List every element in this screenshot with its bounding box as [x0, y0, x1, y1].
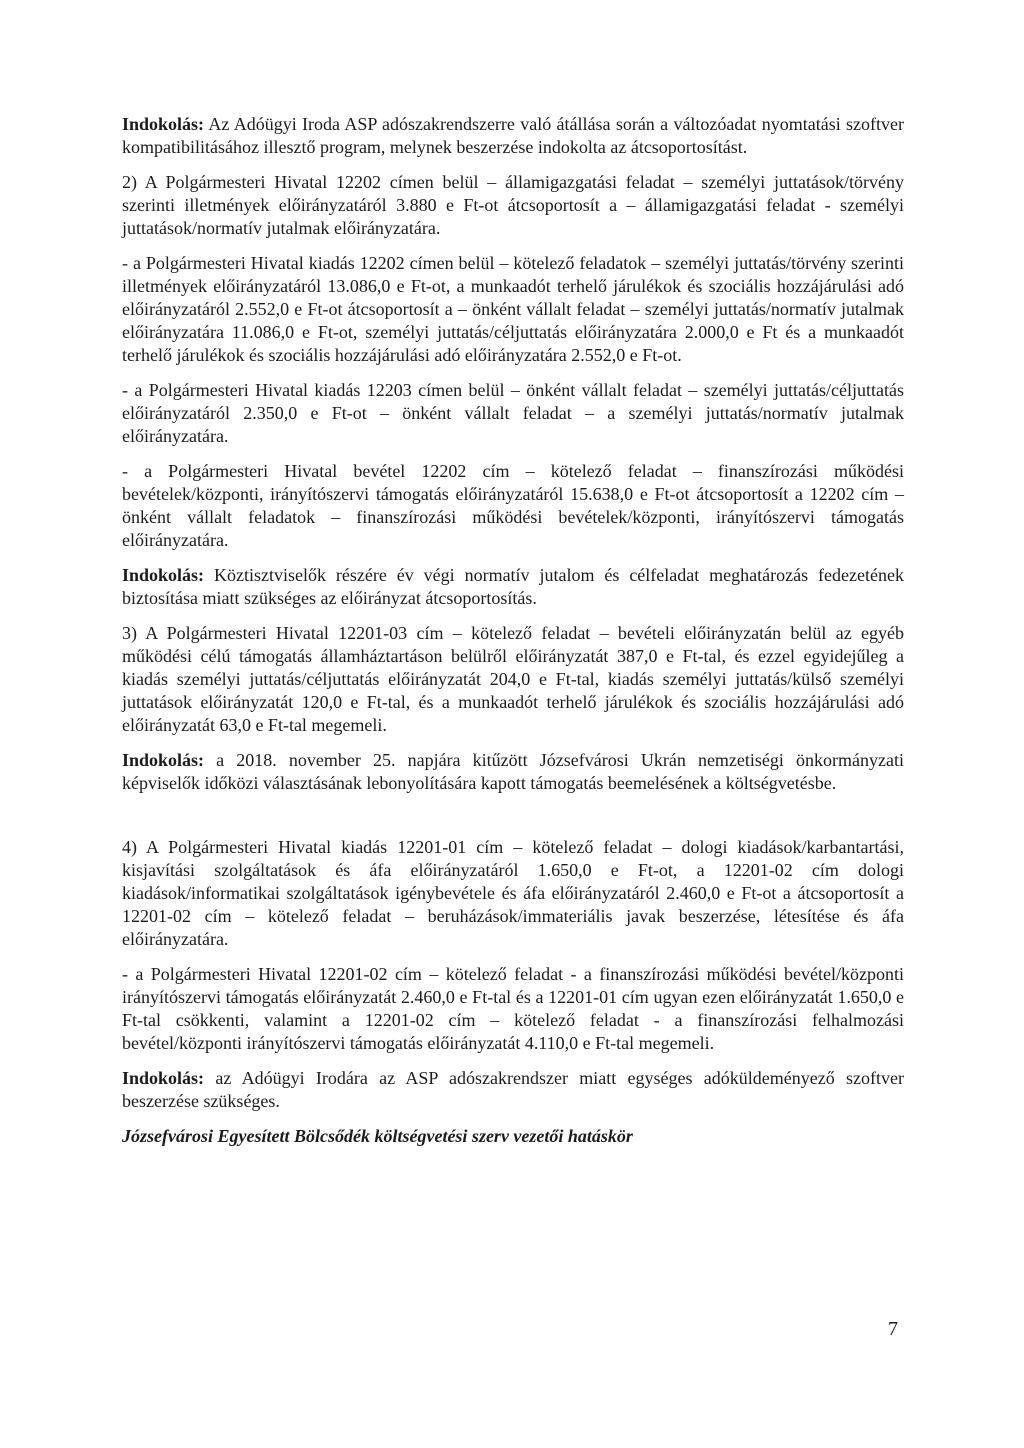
- justification-label: Indokolás:: [122, 750, 205, 770]
- justification-text: az Adóügyi Irodára az ASP adószakrendszer miatt egységes adóküldeményező szoftver beszerzése szükséges.: [122, 1068, 904, 1111]
- paragraph-justification-3: [122, 749, 904, 795]
- justification-label: Indokolás:: [122, 114, 205, 134]
- paragraph-justification-2: [122, 564, 904, 610]
- page-number: 7: [888, 1318, 898, 1340]
- paragraph-justification-1: [122, 113, 904, 159]
- document-page: [122, 113, 904, 1160]
- justification-label: Indokolás:: [122, 1068, 205, 1088]
- paragraph-section-2: 2) A Polgármesteri Hivatal 12202 címen belül – államigazgatási feladat – személyi juttatások/törvény szerinti illetmények előirányzatáról 3.880 e Ft-ot átcsoportosít a – államigazgatási feladat - személyi juttatások/normatív jutalmak előirányzatára.: [122, 172, 904, 238]
- paragraph-justification-4: [122, 1067, 904, 1113]
- paragraph-section-3: 3) A Polgármesteri Hivatal 12201-03 cím – kötelező feladat – bevételi előirányzatán belül az egyéb működési célú támogatás államháztartáson belülről előirányzatát 387,0 e Ft-tal, és ezzel egyidejűleg a kiadás személyi juttatás/céljuttatás előirányzatát 204,0 e Ft-tal, kiadás személyi juttatás/külső személyi juttatások előirányzatát 120,0 e Ft-tal, és a munkaadót terhelő járulékok és szociális hozzájárulási adó előirányzatát 63,0 e Ft-tal megemeli.: [122, 623, 904, 735]
- paragraph-section-4: 4) A Polgármesteri Hivatal kiadás 12201-01 cím – kötelező feladat – dologi kiadások/karbantartási, kisjavítási szolgáltatások és áfa előirányzatáról 1.650,0 e Ft-ot, a 12201-02 cím dologi kiadások/informatikai szolgáltatások igénybevétele és áfa előirányzatáról 2.460,0 e Ft-ot a átcsoportosít a 12201-02 cím – kötelező feladat – beruházások/immateriális javak beszerzése, létesítése és áfa előirányzatára.: [122, 837, 904, 949]
- paragraph-item: - a Polgármesteri Hivatal 12201-02 cím – kötelező feladat - a finanszírozási működési bevétel/központi irányítószervi támogatás előirányzatát 2.460,0 e Ft-tal és a 12201-01 cím ugyan ezen előirányzatát 1.650,0 e Ft-tal csökkenti, valamint a 12201-02 cím – kötelező feladat - a finanszírozási felhalmozási bevétel/központi irányítószervi támogatás előirányzatát 4.110,0 e Ft-tal megemeli.: [122, 964, 904, 1053]
- section-heading: Józsefvárosi Egyesített Bölcsődék költségvetési szerv vezetői hatáskör: [122, 1126, 633, 1146]
- paragraph-item: - a Polgármesteri Hivatal kiadás 12203 címen belül – önként vállalt feladat – személyi juttatás/céljuttatás előirányzatáról 2.350,0 e Ft-ot – önként vállalt feladat – a személyi juttatás/normatív jutalmak előirányzatára.: [122, 380, 904, 446]
- spacer: [122, 807, 904, 836]
- justification-text: a 2018. november 25. napjára kitűzött Józsefvárosi Ukrán nemzetiségi önkormányzati képviselők időközi választásának lebonyolítására kapott támogatás beemelésének a költségvetésbe.: [122, 750, 904, 793]
- paragraph-item: - a Polgármesteri Hivatal kiadás 12202 címen belül – kötelező feladatok – személyi juttatás/törvény szerinti illetmények előirányzatáról 13.086,0 e Ft-ot, a munkaadót terhelő járulékok és szociális hozzájárulási adó előirányzatáról 2.552,0 e Ft-ot átcsoportosít a – önként vállalt feladat – személyi juttatás/normatív jutalmak előirányzatára 11.086,0 e Ft-ot, személyi juttatás/céljuttatás előirányzatára 2.000,0 e Ft és a munkaadót terhelő járulékok és szociális hozzájárulási adó előirányzatára 2.552,0 e Ft-ot.: [122, 253, 904, 365]
- justification-text: Az Adóügyi Iroda ASP adószakrendszerre való átállása során a változóadat nyomtatási szoftver kompatibilitásához illesztő program, melynek beszerzése indokolta az átcsoportosítást.: [122, 114, 904, 157]
- justification-text: Köztisztviselők részére év végi normatív jutalom és célfeladat meghatározás fedezetének biztosítása miatt szükséges az előirányzat átcsoportosítás.: [122, 565, 904, 608]
- paragraph-item: - a Polgármesteri Hivatal bevétel 12202 cím – kötelező feladat – finanszírozási működési bevételek/központi, irányítószervi támogatás előirányzatáról 15.638,0 e Ft-ot átcsoportosít a 12202 cím – önként vállalt feladatok – finanszírozási működési bevételek/központi, irányítószervi támogatás előirányzatára.: [122, 461, 904, 550]
- justification-label: Indokolás:: [122, 565, 205, 585]
